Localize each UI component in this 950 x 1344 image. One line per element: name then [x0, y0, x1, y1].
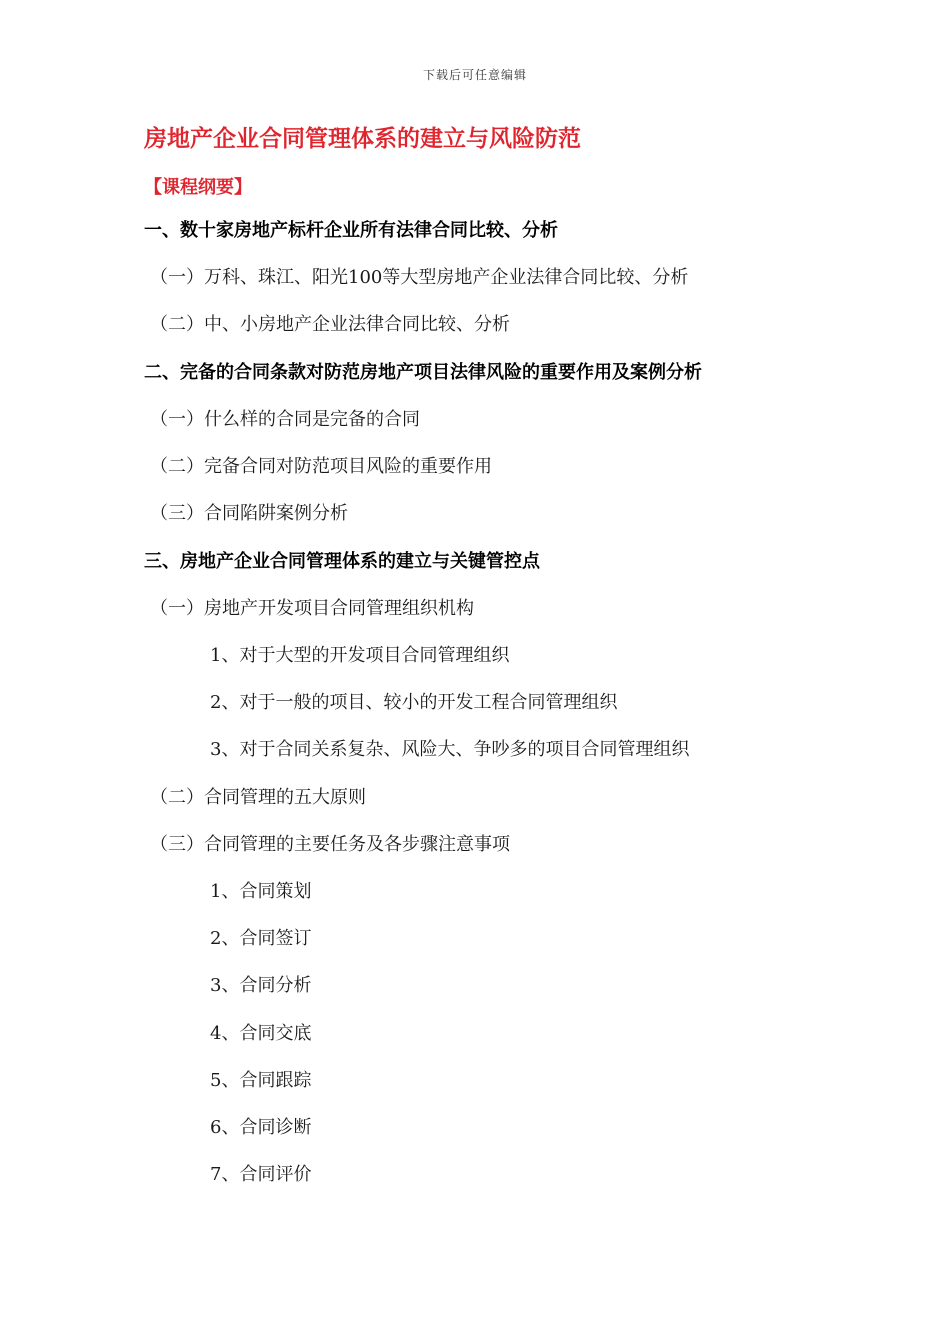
outline-label: 【课程纲要】	[144, 177, 252, 198]
section-heading: 一、数十家房地产标杆企业所有法律合同比较、分析	[144, 220, 558, 241]
list-item: 3、对于合同关系复杂、风险大、争吵多的项目合同管理组织	[210, 739, 690, 760]
document-title: 房地产企业合同管理体系的建立与风险防范	[144, 125, 581, 152]
list-item: 2、合同签订	[210, 928, 312, 949]
list-item: 1、对于大型的开发项目合同管理组织	[210, 645, 510, 666]
section-heading: 二、完备的合同条款对防范房地产项目法律风险的重要作用及案例分析	[144, 362, 702, 383]
list-item: 4、合同交底	[210, 1023, 312, 1044]
subsection-item: （二）合同管理的五大原则	[150, 787, 366, 808]
list-item: 5、合同跟踪	[210, 1070, 312, 1091]
subsection-item: （一）房地产开发项目合同管理组织机构	[150, 598, 474, 619]
subsection-item: （二）中、小房地产企业法律合同比较、分析	[150, 314, 510, 335]
subsection-item: （一）万科、珠江、阳光100等大型房地产企业法律合同比较、分析	[150, 267, 689, 288]
list-item: 7、合同评价	[210, 1164, 312, 1185]
list-item: 3、合同分析	[210, 975, 312, 996]
subsection-item: （一）什么样的合同是完备的合同	[150, 409, 420, 430]
subsection-item: （三）合同陷阱案例分析	[150, 503, 348, 524]
list-item: 2、对于一般的项目、较小的开发工程合同管理组织	[210, 692, 618, 713]
list-item: 6、合同诊断	[210, 1117, 312, 1138]
subsection-item: （三）合同管理的主要任务及各步骤注意事项	[150, 834, 510, 855]
section-heading: 三、房地产企业合同管理体系的建立与关键管控点	[144, 551, 540, 572]
header-note: 下载后可任意编辑	[422, 68, 527, 82]
list-item: 1、合同策划	[210, 881, 312, 902]
subsection-item: （二）完备合同对防范项目风险的重要作用	[150, 456, 492, 477]
